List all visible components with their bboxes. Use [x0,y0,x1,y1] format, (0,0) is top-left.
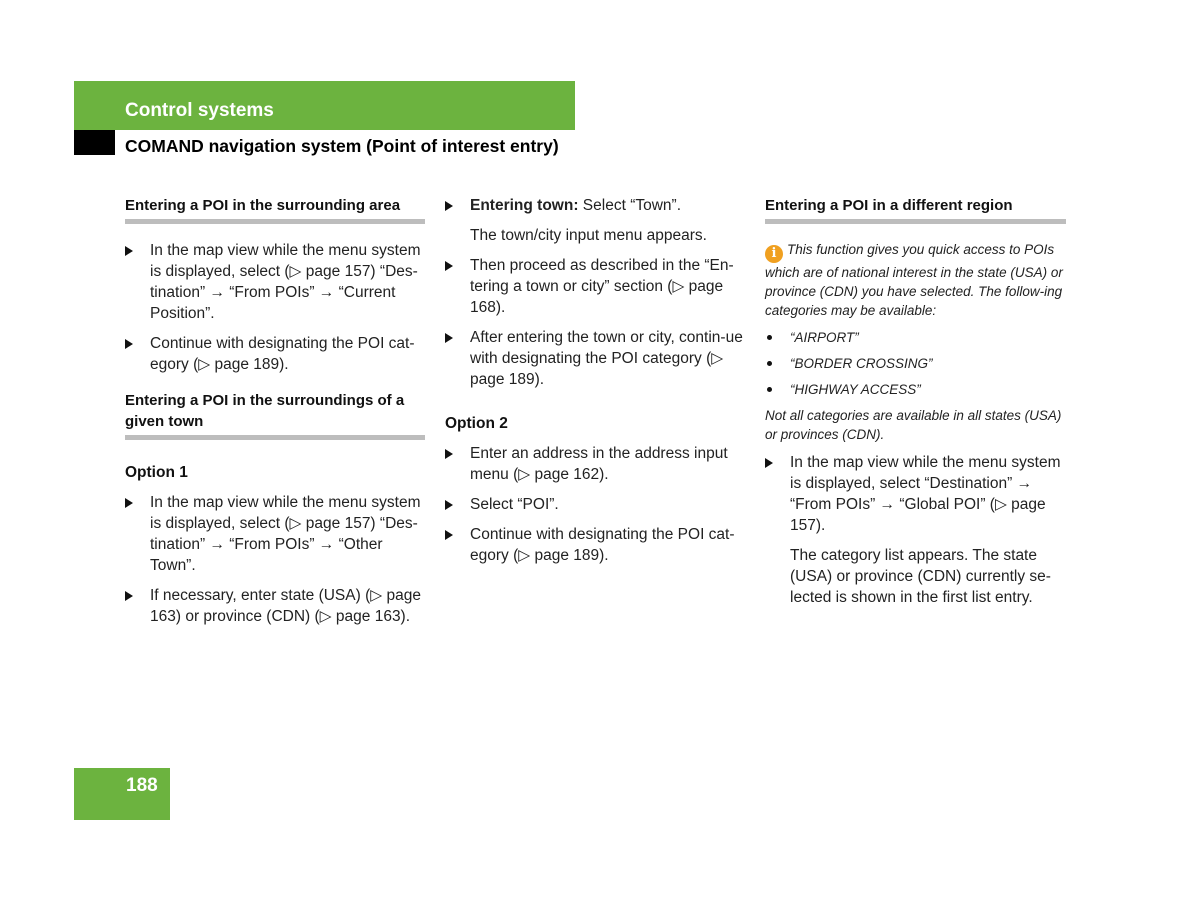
section-header-bar [74,81,575,130]
list-item: Entering town: Select “Town”. [445,195,745,216]
availability-note: Not all categories are available in all states (USA) or provinces (CDN). [765,408,1062,442]
paragraph: The category list appears. The state (USA) or province (CDN) currently se-lected is shown in the first list entry. [790,547,1051,606]
category-item: “AIRPORT” [765,328,1066,347]
list-item: Continue with designating the POI cat-egory (▷ page 189). [445,524,745,566]
bullet-arrow-icon [445,261,453,271]
list-item: Select “POI”. [445,494,745,515]
bullet-arrow-icon [125,498,133,508]
bullet-dot-icon [767,387,772,392]
page-number: 188 [126,775,158,796]
bullet-arrow-icon [125,339,133,349]
column-3 [765,195,1066,617]
bullet-arrow-icon [445,530,453,540]
category-item: “HIGHWAY ACCESS” [765,380,1066,399]
heading-surroundings-of-town: Entering a POI in the surroundings of a given town [125,390,425,440]
bullet-arrow-icon [445,201,453,211]
list-item: Enter an address in the address input menu (▷ page 162). [445,443,745,485]
column-2 [445,195,745,575]
list-item: In the map view while the menu system is displayed, select (▷ page 157) “Des-tination” → “From POIs” → “Current Position”. [125,240,425,324]
list-item: Then proceed as described in the “En-tering a town or city” section (▷ page 168). [445,255,745,318]
bullet-dot-icon [767,335,772,340]
bullet-arrow-icon [445,333,453,343]
list-item: Continue with designating the POI cat-egory (▷ page 189). [125,333,425,375]
info-note: i This function gives you quick access to POIs which are of national interest in the state (USA) or province (CDN) you have selected. The follow-ing categories may be available: [765,242,1063,318]
list-item: If necessary, enter state (USA) (▷ page 163) or province (CDN) (▷ page 163). [125,585,425,627]
list-item: In the map view while the menu system is displayed, select (▷ page 157) “Des-tination” → “From POIs” → “Other Town”. [125,492,425,576]
list-item: In the map view while the menu system is displayed, select “Destination” → “From POIs” → “Global POI” (▷ page 157). [765,452,1066,536]
bullet-arrow-icon [765,458,773,468]
bullet-arrow-icon [125,591,133,601]
column-1 [125,195,425,636]
list-item: After entering the town or city, contin-ue with designating the POI category (▷ page 189). [445,327,745,390]
header-marker-block [74,130,115,155]
bullet-arrow-icon [445,449,453,459]
bullet-arrow-icon [445,500,453,510]
option-1-heading: Option 1 [125,464,188,481]
page-number-box [74,768,170,820]
section-title: Control systems [125,100,274,121]
bullet-dot-icon [767,361,772,366]
page-subtitle: COMAND navigation system (Point of interest entry) [125,136,559,156]
paragraph: The town/city input menu appears. [470,227,707,244]
heading-surrounding-area: Entering a POI in the surrounding area [125,195,425,224]
option-2-heading: Option 2 [445,415,508,432]
category-item: “BORDER CROSSING” [765,354,1066,373]
info-icon: i [765,245,783,263]
heading-different-region: Entering a POI in a different region [765,195,1066,224]
bullet-arrow-icon [125,246,133,256]
